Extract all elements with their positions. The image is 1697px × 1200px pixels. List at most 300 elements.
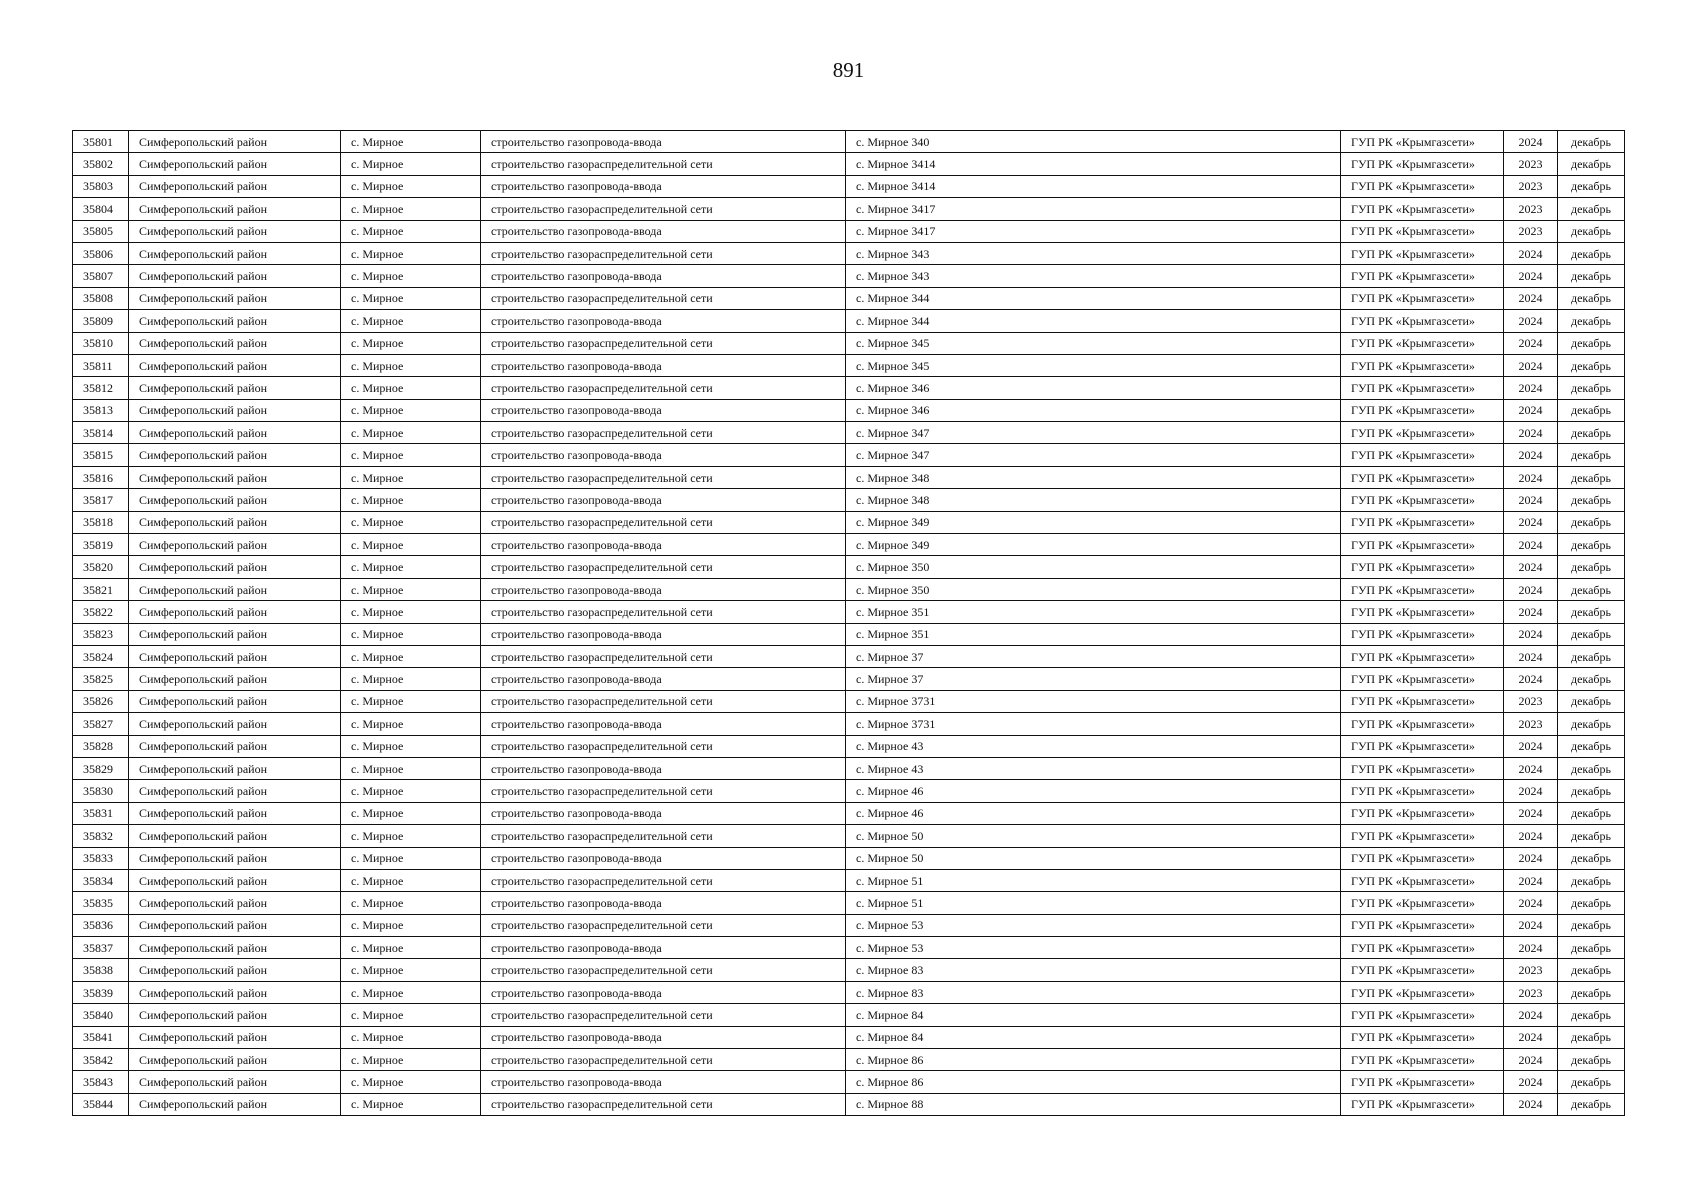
table-row	[73, 332, 1625, 354]
cell-row-number: 35817	[73, 489, 129, 511]
cell-operator: ГУП РК «Крымгазсети»	[1341, 198, 1504, 220]
cell-operator: ГУП РК «Крымгазсети»	[1341, 265, 1504, 287]
cell-work-type: строительство газораспределительной сети	[481, 287, 846, 309]
cell-work-type: строительство газораспределительной сети	[481, 959, 846, 981]
cell-address: с. Мирное 350	[846, 556, 1341, 578]
cell-year: 2024	[1504, 377, 1558, 399]
cell-address: с. Мирное 345	[846, 354, 1341, 376]
cell-address: с. Мирное 83	[846, 981, 1341, 1003]
cell-settlement: с. Мирное	[341, 310, 481, 332]
cell-row-number: 35824	[73, 645, 129, 667]
cell-work-type: строительство газопровода-ввода	[481, 399, 846, 421]
cell-settlement: с. Мирное	[341, 265, 481, 287]
cell-address: с. Мирное 51	[846, 869, 1341, 891]
cell-year: 2024	[1504, 332, 1558, 354]
cell-operator: ГУП РК «Крымгазсети»	[1341, 690, 1504, 712]
cell-settlement: с. Мирное	[341, 623, 481, 645]
cell-month: декабрь	[1558, 242, 1625, 264]
cell-address: с. Мирное 3731	[846, 713, 1341, 735]
cell-year: 2024	[1504, 937, 1558, 959]
cell-address: с. Мирное 37	[846, 668, 1341, 690]
cell-year: 2023	[1504, 175, 1558, 197]
cell-row-number: 35839	[73, 981, 129, 1003]
cell-row-number: 35812	[73, 377, 129, 399]
cell-operator: ГУП РК «Крымгазсети»	[1341, 914, 1504, 936]
cell-month: декабрь	[1558, 869, 1625, 891]
table-row	[73, 354, 1625, 376]
cell-district: Симферопольский район	[129, 668, 341, 690]
cell-address: с. Мирное 50	[846, 847, 1341, 869]
cell-row-number: 35820	[73, 556, 129, 578]
cell-year: 2023	[1504, 198, 1558, 220]
cell-year: 2024	[1504, 534, 1558, 556]
cell-district: Симферопольский район	[129, 1004, 341, 1026]
cell-district: Симферопольский район	[129, 534, 341, 556]
cell-operator: ГУП РК «Крымгазсети»	[1341, 399, 1504, 421]
cell-year: 2024	[1504, 1049, 1558, 1071]
cell-month: декабрь	[1558, 1093, 1625, 1115]
cell-address: с. Мирное 3417	[846, 220, 1341, 242]
cell-settlement: с. Мирное	[341, 1093, 481, 1115]
cell-row-number: 35819	[73, 534, 129, 556]
cell-work-type: строительство газораспределительной сети	[481, 1093, 846, 1115]
cell-address: с. Мирное 86	[846, 1049, 1341, 1071]
cell-settlement: с. Мирное	[341, 869, 481, 891]
cell-district: Симферопольский район	[129, 1071, 341, 1093]
cell-settlement: с. Мирное	[341, 242, 481, 264]
cell-year: 2024	[1504, 131, 1558, 153]
cell-settlement: с. Мирное	[341, 511, 481, 533]
cell-settlement: с. Мирное	[341, 556, 481, 578]
cell-address: с. Мирное 343	[846, 265, 1341, 287]
cell-month: декабрь	[1558, 399, 1625, 421]
cell-month: декабрь	[1558, 198, 1625, 220]
cell-month: декабрь	[1558, 489, 1625, 511]
table-row	[73, 220, 1625, 242]
table-row	[73, 153, 1625, 175]
cell-address: с. Мирное 3414	[846, 153, 1341, 175]
cell-year: 2023	[1504, 959, 1558, 981]
cell-address: с. Мирное 88	[846, 1093, 1341, 1115]
cell-year: 2024	[1504, 444, 1558, 466]
cell-work-type: строительство газораспределительной сети	[481, 556, 846, 578]
cell-district: Симферопольский район	[129, 914, 341, 936]
cell-row-number: 35822	[73, 601, 129, 623]
cell-address: с. Мирное 346	[846, 377, 1341, 399]
cell-operator: ГУП РК «Крымгазсети»	[1341, 466, 1504, 488]
cell-row-number: 35832	[73, 825, 129, 847]
cell-month: декабрь	[1558, 310, 1625, 332]
cell-operator: ГУП РК «Крымгазсети»	[1341, 422, 1504, 444]
table-row	[73, 466, 1625, 488]
cell-settlement: с. Мирное	[341, 757, 481, 779]
table-row	[73, 668, 1625, 690]
cell-district: Симферопольский район	[129, 1093, 341, 1115]
cell-operator: ГУП РК «Крымгазсети»	[1341, 489, 1504, 511]
table-row	[73, 399, 1625, 421]
cell-year: 2024	[1504, 287, 1558, 309]
cell-row-number: 35823	[73, 623, 129, 645]
cell-year: 2024	[1504, 511, 1558, 533]
table-row	[73, 534, 1625, 556]
cell-row-number: 35835	[73, 892, 129, 914]
cell-row-number: 35840	[73, 1004, 129, 1026]
table-row	[73, 265, 1625, 287]
cell-month: декабрь	[1558, 265, 1625, 287]
table-row	[73, 981, 1625, 1003]
cell-year: 2024	[1504, 780, 1558, 802]
cell-address: с. Мирное 46	[846, 780, 1341, 802]
cell-operator: ГУП РК «Крымгазсети»	[1341, 131, 1504, 153]
cell-district: Симферопольский район	[129, 131, 341, 153]
cell-year: 2024	[1504, 556, 1558, 578]
cell-month: декабрь	[1558, 735, 1625, 757]
cell-operator: ГУП РК «Крымгазсети»	[1341, 287, 1504, 309]
cell-address: с. Мирное 84	[846, 1004, 1341, 1026]
cell-row-number: 35810	[73, 332, 129, 354]
cell-settlement: с. Мирное	[341, 175, 481, 197]
cell-operator: ГУП РК «Крымгазсети»	[1341, 735, 1504, 757]
cell-district: Симферопольский район	[129, 310, 341, 332]
cell-settlement: с. Мирное	[341, 802, 481, 824]
table-row	[73, 287, 1625, 309]
table-row	[73, 914, 1625, 936]
cell-district: Симферопольский район	[129, 892, 341, 914]
cell-operator: ГУП РК «Крымгазсети»	[1341, 847, 1504, 869]
cell-year: 2024	[1504, 757, 1558, 779]
cell-address: с. Мирное 84	[846, 1026, 1341, 1048]
cell-month: декабрь	[1558, 578, 1625, 600]
cell-month: декабрь	[1558, 556, 1625, 578]
cell-operator: ГУП РК «Крымгазсети»	[1341, 354, 1504, 376]
cell-year: 2024	[1504, 735, 1558, 757]
cell-year: 2023	[1504, 690, 1558, 712]
cell-month: декабрь	[1558, 690, 1625, 712]
cell-address: с. Мирное 46	[846, 802, 1341, 824]
cell-work-type: строительство газопровода-ввода	[481, 623, 846, 645]
table-row	[73, 1004, 1625, 1026]
cell-row-number: 35837	[73, 937, 129, 959]
cell-address: с. Мирное 3417	[846, 198, 1341, 220]
cell-operator: ГУП РК «Крымгазсети»	[1341, 937, 1504, 959]
cell-operator: ГУП РК «Крымгазсети»	[1341, 601, 1504, 623]
cell-address: с. Мирное 351	[846, 601, 1341, 623]
registry-body	[73, 131, 1625, 1116]
cell-year: 2024	[1504, 825, 1558, 847]
cell-settlement: с. Мирное	[341, 377, 481, 399]
cell-year: 2024	[1504, 802, 1558, 824]
cell-address: с. Мирное 43	[846, 735, 1341, 757]
cell-row-number: 35844	[73, 1093, 129, 1115]
cell-year: 2024	[1504, 1093, 1558, 1115]
cell-operator: ГУП РК «Крымгазсети»	[1341, 332, 1504, 354]
cell-row-number: 35838	[73, 959, 129, 981]
cell-operator: ГУП РК «Крымгазсети»	[1341, 869, 1504, 891]
cell-month: декабрь	[1558, 332, 1625, 354]
table-row	[73, 1093, 1625, 1115]
cell-year: 2024	[1504, 265, 1558, 287]
cell-month: декабрь	[1558, 422, 1625, 444]
cell-district: Симферопольский район	[129, 981, 341, 1003]
cell-work-type: строительство газораспределительной сети	[481, 645, 846, 667]
cell-operator: ГУП РК «Крымгазсети»	[1341, 444, 1504, 466]
cell-month: декабрь	[1558, 623, 1625, 645]
cell-row-number: 35836	[73, 914, 129, 936]
cell-year: 2024	[1504, 623, 1558, 645]
cell-row-number: 35818	[73, 511, 129, 533]
table-row	[73, 601, 1625, 623]
cell-year: 2023	[1504, 713, 1558, 735]
cell-district: Симферопольский район	[129, 489, 341, 511]
cell-work-type: строительство газораспределительной сети	[481, 332, 846, 354]
table-row	[73, 623, 1625, 645]
cell-district: Симферопольский район	[129, 780, 341, 802]
cell-operator: ГУП РК «Крымгазсети»	[1341, 377, 1504, 399]
cell-operator: ГУП РК «Крымгазсети»	[1341, 175, 1504, 197]
cell-year: 2024	[1504, 601, 1558, 623]
cell-work-type: строительство газопровода-ввода	[481, 668, 846, 690]
cell-address: с. Мирное 51	[846, 892, 1341, 914]
cell-work-type: строительство газопровода-ввода	[481, 354, 846, 376]
cell-operator: ГУП РК «Крымгазсети»	[1341, 310, 1504, 332]
cell-district: Симферопольский район	[129, 332, 341, 354]
cell-year: 2024	[1504, 466, 1558, 488]
cell-month: декабрь	[1558, 287, 1625, 309]
cell-year: 2024	[1504, 242, 1558, 264]
cell-row-number: 35828	[73, 735, 129, 757]
cell-year: 2023	[1504, 220, 1558, 242]
table-row	[73, 444, 1625, 466]
cell-row-number: 35811	[73, 354, 129, 376]
cell-row-number: 35804	[73, 198, 129, 220]
cell-work-type: строительство газораспределительной сети	[481, 377, 846, 399]
table-row	[73, 1071, 1625, 1093]
cell-district: Симферопольский район	[129, 1026, 341, 1048]
cell-district: Симферопольский район	[129, 175, 341, 197]
cell-settlement: с. Мирное	[341, 1026, 481, 1048]
cell-row-number: 35833	[73, 847, 129, 869]
cell-district: Симферопольский район	[129, 556, 341, 578]
cell-work-type: строительство газораспределительной сети	[481, 153, 846, 175]
cell-month: декабрь	[1558, 757, 1625, 779]
table-row	[73, 489, 1625, 511]
cell-row-number: 35815	[73, 444, 129, 466]
cell-settlement: с. Мирное	[341, 578, 481, 600]
cell-address: с. Мирное 349	[846, 511, 1341, 533]
cell-row-number: 35825	[73, 668, 129, 690]
cell-year: 2024	[1504, 1004, 1558, 1026]
cell-address: с. Мирное 50	[846, 825, 1341, 847]
cell-operator: ГУП РК «Крымгазсети»	[1341, 1026, 1504, 1048]
cell-row-number: 35843	[73, 1071, 129, 1093]
cell-year: 2024	[1504, 668, 1558, 690]
cell-operator: ГУП РК «Крымгазсети»	[1341, 534, 1504, 556]
cell-district: Симферопольский район	[129, 1049, 341, 1071]
cell-address: с. Мирное 3414	[846, 175, 1341, 197]
cell-settlement: с. Мирное	[341, 981, 481, 1003]
cell-work-type: строительство газопровода-ввода	[481, 310, 846, 332]
cell-operator: ГУП РК «Крымгазсети»	[1341, 623, 1504, 645]
cell-settlement: с. Мирное	[341, 1071, 481, 1093]
cell-row-number: 35809	[73, 310, 129, 332]
cell-work-type: строительство газопровода-ввода	[481, 757, 846, 779]
cell-settlement: с. Мирное	[341, 489, 481, 511]
cell-row-number: 35802	[73, 153, 129, 175]
cell-work-type: строительство газораспределительной сети	[481, 735, 846, 757]
cell-district: Симферопольский район	[129, 802, 341, 824]
cell-year: 2024	[1504, 847, 1558, 869]
cell-address: с. Мирное 349	[846, 534, 1341, 556]
cell-row-number: 35807	[73, 265, 129, 287]
cell-operator: ГУП РК «Крымгазсети»	[1341, 802, 1504, 824]
cell-work-type: строительство газопровода-ввода	[481, 937, 846, 959]
table-row	[73, 377, 1625, 399]
cell-month: декабрь	[1558, 1071, 1625, 1093]
cell-operator: ГУП РК «Крымгазсети»	[1341, 220, 1504, 242]
cell-work-type: строительство газораспределительной сети	[481, 1049, 846, 1071]
cell-operator: ГУП РК «Крымгазсети»	[1341, 1093, 1504, 1115]
cell-year: 2024	[1504, 892, 1558, 914]
cell-month: декабрь	[1558, 377, 1625, 399]
cell-operator: ГУП РК «Крымгазсети»	[1341, 981, 1504, 1003]
cell-operator: ГУП РК «Крымгазсети»	[1341, 1049, 1504, 1071]
cell-district: Симферопольский район	[129, 422, 341, 444]
cell-month: декабрь	[1558, 668, 1625, 690]
cell-row-number: 35808	[73, 287, 129, 309]
cell-operator: ГУП РК «Крымгазсети»	[1341, 1071, 1504, 1093]
cell-district: Симферопольский район	[129, 198, 341, 220]
cell-settlement: с. Мирное	[341, 959, 481, 981]
cell-month: декабрь	[1558, 780, 1625, 802]
cell-month: декабрь	[1558, 220, 1625, 242]
cell-work-type: строительство газораспределительной сети	[481, 601, 846, 623]
cell-year: 2024	[1504, 399, 1558, 421]
cell-year: 2023	[1504, 981, 1558, 1003]
cell-settlement: с. Мирное	[341, 422, 481, 444]
cell-address: с. Мирное 53	[846, 937, 1341, 959]
cell-row-number: 35827	[73, 713, 129, 735]
cell-address: с. Мирное 348	[846, 489, 1341, 511]
cell-month: декабрь	[1558, 713, 1625, 735]
cell-settlement: с. Мирное	[341, 444, 481, 466]
cell-work-type: строительство газораспределительной сети	[481, 780, 846, 802]
cell-settlement: с. Мирное	[341, 399, 481, 421]
cell-work-type: строительство газопровода-ввода	[481, 892, 846, 914]
cell-work-type: строительство газопровода-ввода	[481, 981, 846, 1003]
cell-district: Симферопольский район	[129, 265, 341, 287]
cell-address: с. Мирное 350	[846, 578, 1341, 600]
cell-settlement: с. Мирное	[341, 914, 481, 936]
cell-year: 2024	[1504, 354, 1558, 376]
cell-month: декабрь	[1558, 511, 1625, 533]
cell-address: с. Мирное 43	[846, 757, 1341, 779]
cell-month: декабрь	[1558, 645, 1625, 667]
cell-district: Симферопольский район	[129, 757, 341, 779]
cell-row-number: 35821	[73, 578, 129, 600]
cell-work-type: строительство газораспределительной сети	[481, 914, 846, 936]
cell-district: Симферопольский район	[129, 690, 341, 712]
table-row	[73, 645, 1625, 667]
cell-work-type: строительство газораспределительной сети	[481, 511, 846, 533]
cell-address: с. Мирное 348	[846, 466, 1341, 488]
cell-operator: ГУП РК «Крымгазсети»	[1341, 959, 1504, 981]
cell-work-type: строительство газопровода-ввода	[481, 1071, 846, 1093]
cell-month: декабрь	[1558, 175, 1625, 197]
cell-settlement: с. Мирное	[341, 645, 481, 667]
cell-district: Симферопольский район	[129, 220, 341, 242]
cell-operator: ГУП РК «Крымгазсети»	[1341, 645, 1504, 667]
cell-operator: ГУП РК «Крымгазсети»	[1341, 892, 1504, 914]
cell-district: Симферопольский район	[129, 869, 341, 891]
cell-settlement: с. Мирное	[341, 713, 481, 735]
cell-address: с. Мирное 343	[846, 242, 1341, 264]
cell-settlement: с. Мирное	[341, 1004, 481, 1026]
cell-operator: ГУП РК «Крымгазсети»	[1341, 757, 1504, 779]
table-row	[73, 310, 1625, 332]
cell-work-type: строительство газопровода-ввода	[481, 220, 846, 242]
cell-month: декабрь	[1558, 847, 1625, 869]
table-row	[73, 1049, 1625, 1071]
cell-district: Симферопольский район	[129, 511, 341, 533]
cell-operator: ГУП РК «Крымгазсети»	[1341, 153, 1504, 175]
table-row	[73, 242, 1625, 264]
cell-month: декабрь	[1558, 466, 1625, 488]
cell-month: декабрь	[1558, 1049, 1625, 1071]
cell-settlement: с. Мирное	[341, 220, 481, 242]
cell-row-number: 35805	[73, 220, 129, 242]
cell-settlement: с. Мирное	[341, 735, 481, 757]
cell-settlement: с. Мирное	[341, 332, 481, 354]
cell-year: 2024	[1504, 422, 1558, 444]
cell-settlement: с. Мирное	[341, 825, 481, 847]
table-row	[73, 1026, 1625, 1048]
table-row	[73, 131, 1625, 153]
cell-year: 2024	[1504, 578, 1558, 600]
cell-work-type: строительство газораспределительной сети	[481, 690, 846, 712]
cell-district: Симферопольский район	[129, 377, 341, 399]
cell-month: декабрь	[1558, 937, 1625, 959]
cell-year: 2023	[1504, 153, 1558, 175]
cell-district: Симферопольский район	[129, 713, 341, 735]
cell-address: с. Мирное 347	[846, 444, 1341, 466]
cell-row-number: 35831	[73, 802, 129, 824]
page-number: 891	[832, 58, 865, 82]
cell-year: 2024	[1504, 914, 1558, 936]
cell-settlement: с. Мирное	[341, 847, 481, 869]
cell-district: Симферопольский район	[129, 466, 341, 488]
cell-district: Симферопольский район	[129, 959, 341, 981]
cell-month: декабрь	[1558, 444, 1625, 466]
cell-work-type: строительство газораспределительной сети	[481, 1004, 846, 1026]
cell-district: Симферопольский район	[129, 601, 341, 623]
cell-district: Симферопольский район	[129, 578, 341, 600]
cell-work-type: строительство газопровода-ввода	[481, 578, 846, 600]
table-row	[73, 757, 1625, 779]
cell-year: 2024	[1504, 869, 1558, 891]
cell-address: с. Мирное 344	[846, 310, 1341, 332]
cell-work-type: строительство газораспределительной сети	[481, 198, 846, 220]
cell-operator: ГУП РК «Крымгазсети»	[1341, 242, 1504, 264]
table-row	[73, 959, 1625, 981]
cell-district: Симферопольский район	[129, 444, 341, 466]
cell-month: декабрь	[1558, 1026, 1625, 1048]
table-row	[73, 422, 1625, 444]
cell-month: декабрь	[1558, 981, 1625, 1003]
cell-row-number: 35816	[73, 466, 129, 488]
cell-address: с. Мирное 83	[846, 959, 1341, 981]
cell-work-type: строительство газопровода-ввода	[481, 265, 846, 287]
cell-work-type: строительство газораспределительной сети	[481, 422, 846, 444]
